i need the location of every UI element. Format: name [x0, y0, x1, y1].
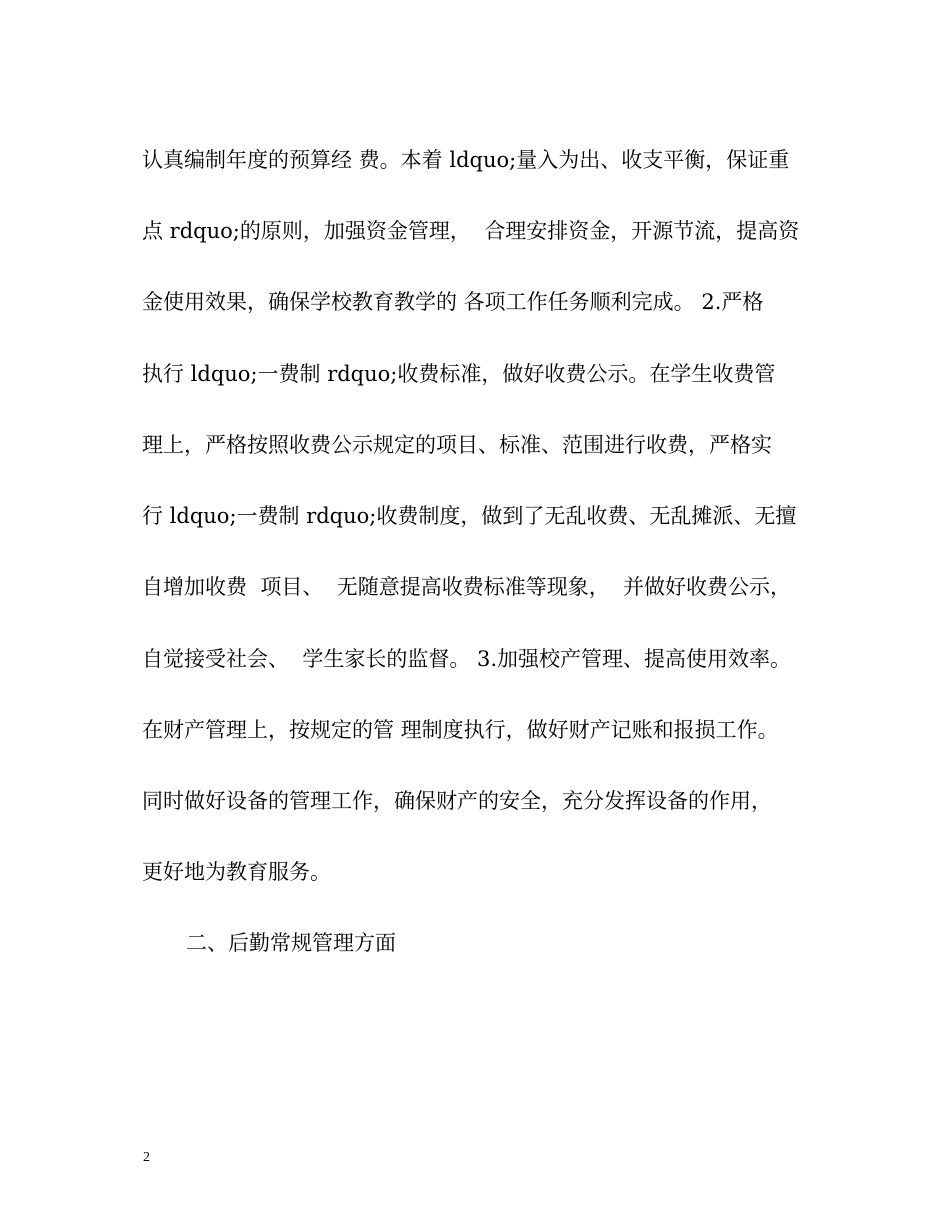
- section-heading: 二、后勤常规管理方面: [186, 931, 396, 955]
- body-text-line: 执行 ldquo;一费制 rdquo;收费标准，做好收费公示。在学生收费管: [142, 362, 776, 386]
- body-text-line: 行 ldquo;一费制 rdquo;收费制度，做到了无乱收费、无乱摊派、无擅: [142, 504, 797, 528]
- body-text-line: 理上，严格按照收费公示规定的项目、标准、范围进行收费，严格实: [142, 433, 772, 457]
- body-text-line: 点 rdquo;的原则，加强资金管理， 合理安排资金，开源节流，提高资: [142, 219, 800, 243]
- body-text-line: 金使用效果，确保学校教育教学的 各项工作任务顺利完成。 2.严格: [142, 290, 764, 314]
- page-number: 2: [143, 1150, 150, 1165]
- body-text-line: 更好地为教育服务。: [142, 860, 331, 884]
- body-text-line: 同时做好设备的管理工作，确保财产的安全，充分发挥设备的作用，: [142, 789, 772, 813]
- body-text-line: 在财产管理上，按规定的管 理制度执行，做好财产记账和报损工作。: [142, 718, 779, 742]
- body-text-line: 自觉接受社会、 学生家长的监督。 3.加强校产管理、提高使用效率。: [142, 647, 792, 671]
- body-text-line: 自增加收费 项目、 无随意提高收费标准等现象， 并做好收费公示，: [142, 575, 792, 599]
- body-text-line: 认真编制年度的预算经 费。本着 ldquo;量入为出、收支平衡，保证重: [142, 148, 790, 172]
